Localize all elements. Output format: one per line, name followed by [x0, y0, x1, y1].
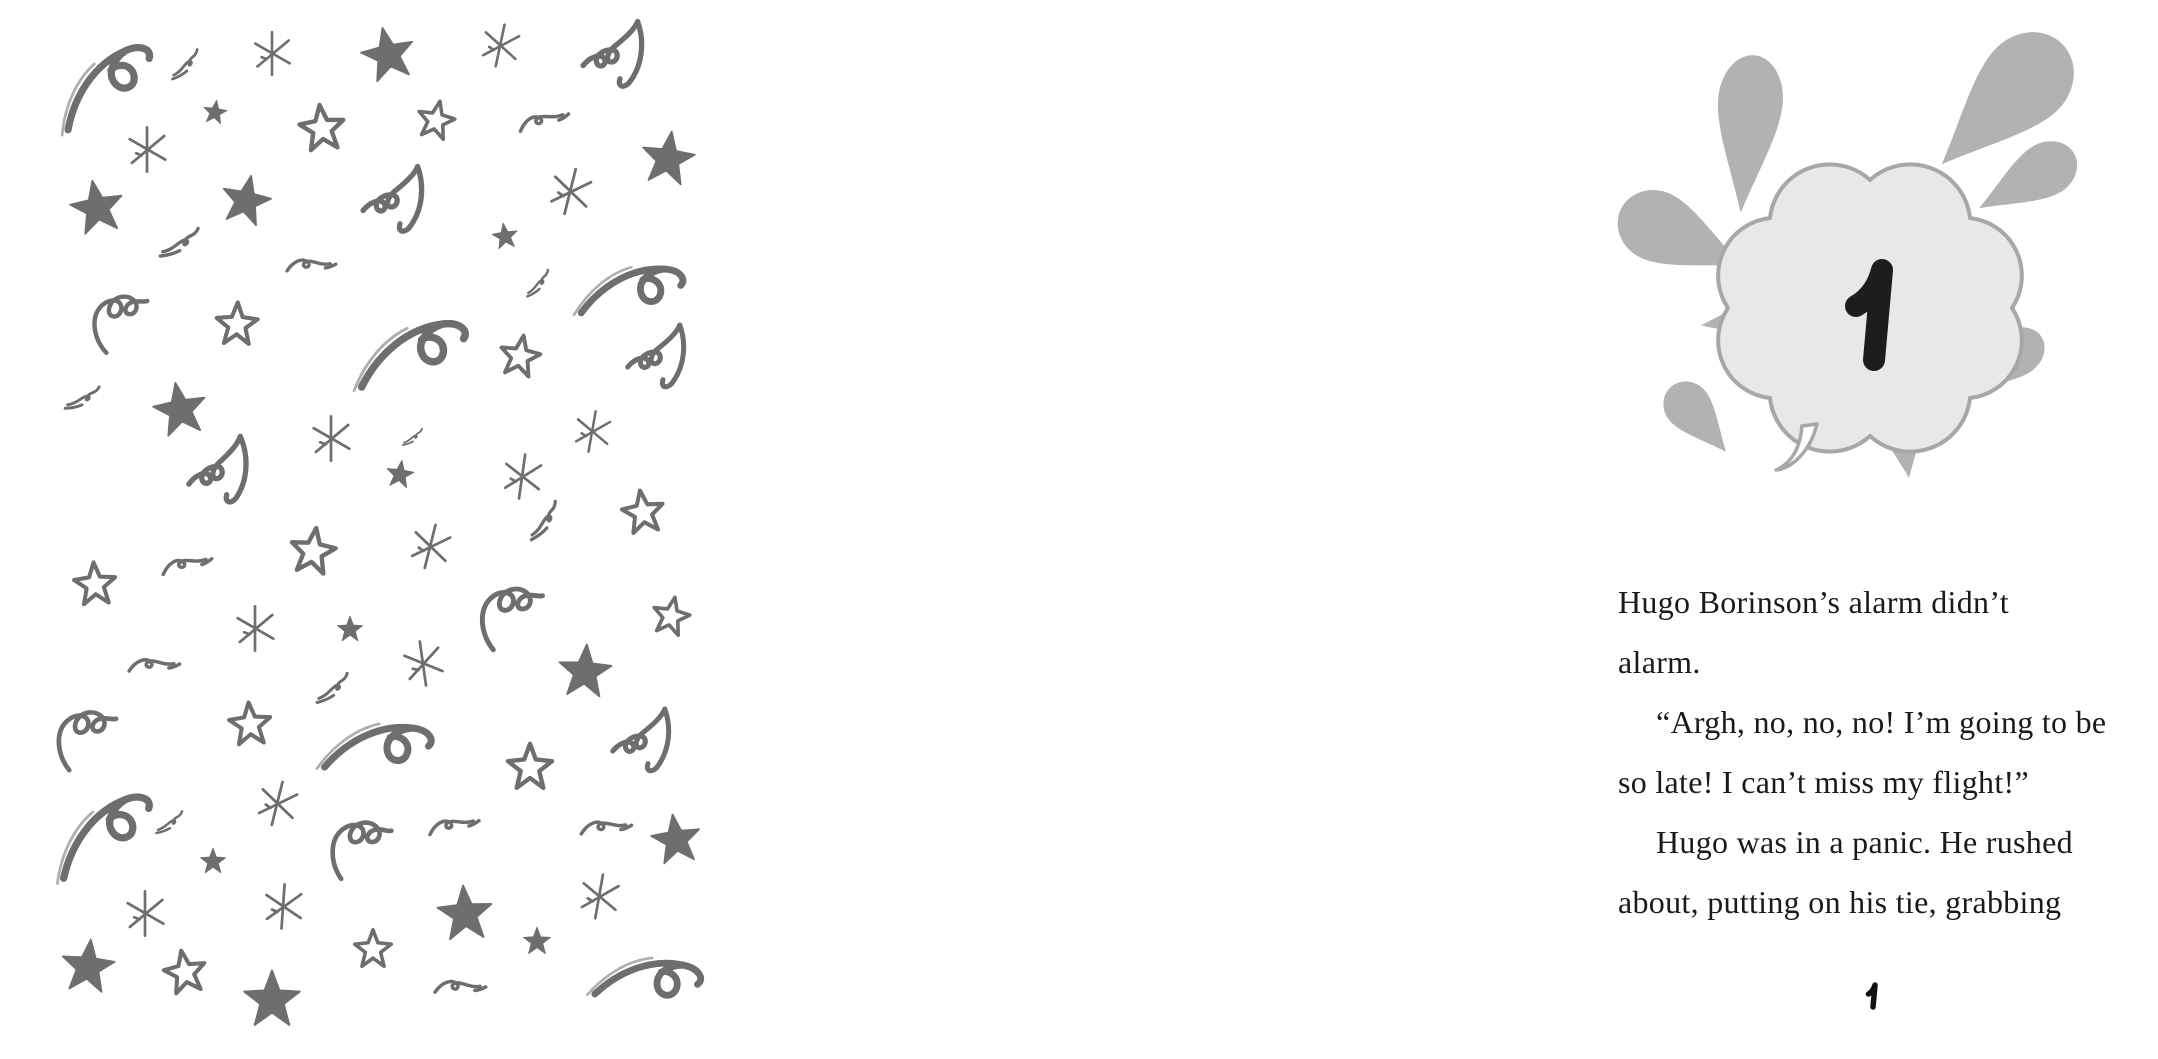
- doodle-sparkle-icon: [228, 602, 282, 656]
- doodle-star-outline-icon: [349, 925, 397, 973]
- doodle-star-filled-icon: [241, 968, 303, 1030]
- doodle-sparkle-icon: [536, 158, 604, 226]
- splash-droplet: [1708, 52, 1786, 215]
- doodle-sparkle-icon: [244, 771, 309, 836]
- doodle-swoosh-icon: [44, 769, 167, 892]
- doodle-bird-swoosh-icon: [512, 89, 578, 155]
- doodle-star-outline-icon: [501, 738, 559, 796]
- doodle-swirl-icon: [606, 699, 690, 783]
- story-text-line: so late! I can’t miss my flight!”: [1618, 764, 2029, 800]
- doodle-star-filled-icon: [489, 220, 521, 252]
- doodle-star-filled-icon: [354, 20, 423, 89]
- story-text-line: Hugo Borinson’s alarm didn’t: [1618, 584, 2009, 620]
- doodle-bird-swoosh-icon: [124, 636, 186, 698]
- doodle-star-outline-icon: [209, 296, 265, 352]
- doodle-sparkle-icon: [397, 514, 462, 579]
- chapter-number-numeral: [1842, 258, 1906, 374]
- doodle-sparkle-icon: [563, 403, 621, 461]
- doodle-star-outline-icon: [643, 588, 700, 645]
- left-page: [0, 0, 750, 1059]
- doodle-star-filled-icon: [554, 640, 616, 702]
- doodle-star-outline-icon: [408, 92, 465, 149]
- doodle-star-filled-icon: [635, 125, 701, 191]
- doodle-bird-swoosh-icon: [429, 957, 493, 1021]
- doodle-star-filled-icon: [199, 847, 227, 875]
- doodle-sparkle-icon: [118, 887, 172, 941]
- doodle-star-outline-icon: [490, 326, 550, 386]
- story-text-line: “Argh, no, no, no! I’m going to be: [1656, 704, 2107, 740]
- doodle-bird-swoosh-icon: [577, 799, 637, 859]
- doodle-sparkle-icon: [568, 866, 631, 929]
- doodle-swirl-icon: [178, 424, 272, 518]
- doodle-squiggle-icon: [401, 421, 431, 451]
- doodle-coil-icon: [83, 283, 162, 362]
- doodle-bird-swoosh-icon: [424, 796, 486, 858]
- doodle-star-outline-icon: [290, 96, 354, 160]
- doodle-swirl-icon: [356, 156, 444, 244]
- doodle-squiggle-icon: [156, 211, 216, 271]
- doodle-star-filled-icon: [646, 809, 707, 870]
- doodle-squiggle-icon: [163, 35, 216, 88]
- doodle-sparkle-icon: [246, 28, 298, 80]
- doodle-star-filled-icon: [383, 457, 417, 491]
- story-text-line: Hugo was in a panic. He rushed: [1656, 824, 2073, 860]
- doodle-star-outline-icon: [154, 941, 217, 1004]
- doodle-star-filled-icon: [433, 881, 497, 945]
- doodle-swoosh-icon: [581, 908, 723, 1050]
- doodle-coil-icon: [472, 576, 554, 658]
- doodle-squiggle-icon: [154, 801, 194, 841]
- doodle-star-outline-icon: [280, 518, 346, 584]
- doodle-sparkle-icon: [120, 123, 174, 177]
- doodle-star-outline-icon: [66, 555, 124, 613]
- chapter-number-text: [750, 0, 751, 1]
- doodle-bird-swoosh-icon: [156, 534, 220, 598]
- right-page: [750, 0, 2107, 1059]
- doodle-star-filled-icon: [56, 934, 120, 998]
- doodle-coil-icon: [320, 807, 403, 890]
- doodle-squiggle-icon: [518, 257, 565, 304]
- doodle-star-filled-icon: [63, 173, 130, 240]
- doodle-bird-swoosh-icon: [282, 237, 342, 297]
- doodle-sparkle-icon: [254, 878, 312, 936]
- story-text-block: [1618, 572, 2158, 932]
- doodle-sparkle-icon: [469, 15, 531, 77]
- story-text-line: about, putting on his tie, grabbing: [1618, 884, 2062, 920]
- doodle-swirl-icon: [576, 11, 664, 99]
- doodle-star-outline-icon: [221, 695, 279, 753]
- doodle-swoosh-icon: [350, 285, 480, 415]
- doodle-coil-icon: [49, 700, 127, 778]
- story-text-line: alarm.: [1618, 644, 1701, 680]
- doodle-star-filled-icon: [522, 926, 552, 956]
- doodle-squiggle-icon: [61, 370, 115, 424]
- page-number-text: [750, 0, 751, 1]
- doodle-star-filled-icon: [336, 615, 364, 643]
- doodle-star-outline-icon: [613, 482, 674, 543]
- page-number-numeral: [1865, 982, 1881, 1010]
- doodle-star-filled-icon: [200, 97, 229, 126]
- splash-droplet: [1654, 372, 1744, 467]
- doodle-swirl-icon: [621, 315, 705, 399]
- doodle-star-filled-icon: [214, 168, 278, 232]
- doodle-sparkle-icon: [304, 412, 358, 466]
- doodle-sparkle-icon: [393, 634, 454, 695]
